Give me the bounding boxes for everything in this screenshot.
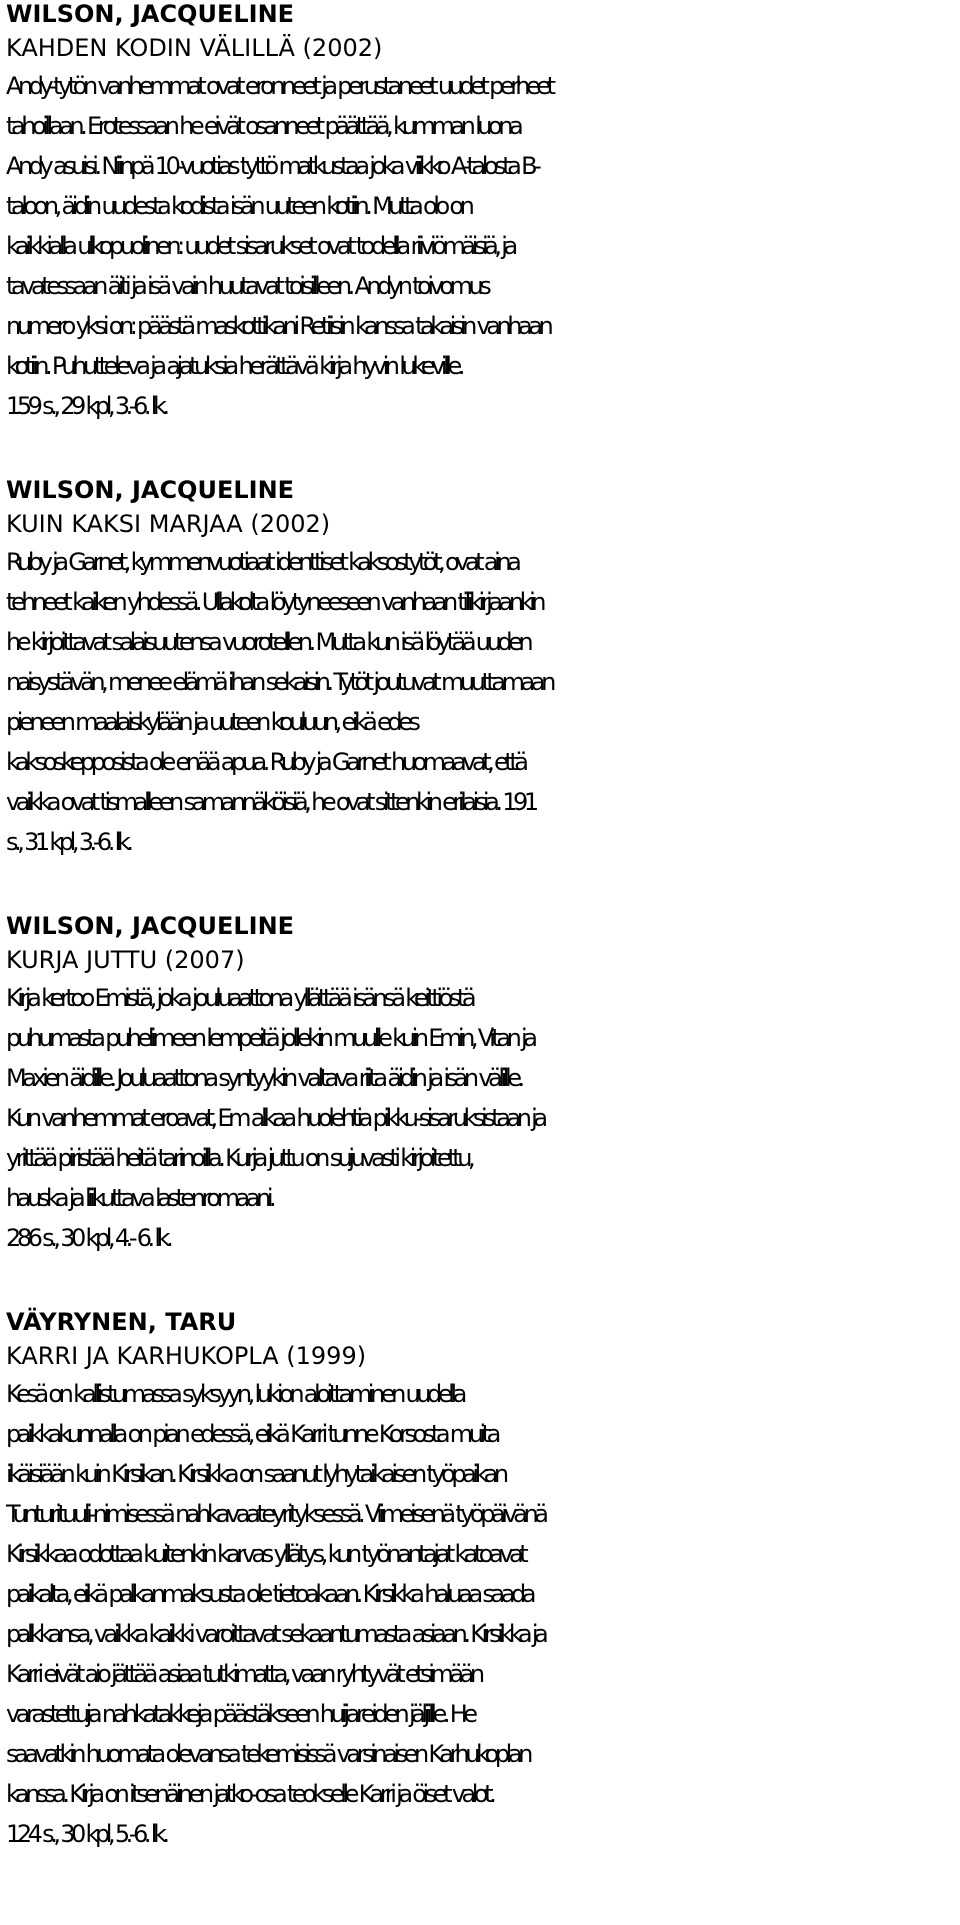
entry-spacer [6, 862, 956, 912]
description-line: Kirja kertoo Emistä, joka jouluaattona yllättää isänsä keittiöstä [6, 984, 473, 1012]
book-entry [6, 1308, 956, 1854]
description-line: Karri eivät aio jättää asiaa tutkimatta, vaan ryhtyvät etsimään [6, 1660, 481, 1688]
description-line: ikäisiään kuin Kirsikan. Kirsikka on saanut lyhytaikaisen työpaikan [6, 1460, 505, 1488]
description-line: Kun vanhemmat eroavat, Em alkaa huolehtia pikku-sisaruksistaan ja [6, 1104, 544, 1132]
description-line: naisystävän, menee elämä ihan sekaisin. Tytöt joutuvat muuttamaan [6, 668, 552, 696]
description-line: he kirjoittavat salaisuutensa vuorotellen. Mutta kun isä löytää uuden [6, 628, 530, 656]
author-name: WILSON, JACQUELINE [6, 476, 295, 504]
description-line: hauska ja liikuttava lastenromaani. [6, 1184, 273, 1212]
book-details: 159 s., 29 kpl, 3.-6. lk. [6, 392, 166, 420]
description-line: paikalta, eikä palkanmaksusta ole tietoakaan. Kirsikka haluaa saada [6, 1580, 532, 1608]
book-title: KAHDEN KODIN VÄLILLÄ (2002) [6, 34, 383, 62]
book-description [6, 66, 956, 426]
description-line: pieneen maalaiskylään ja uuteen kouluun, eikä edes [6, 708, 417, 736]
author-name: VÄYRYNEN, TARU [6, 1308, 237, 1336]
description-line: Andy asuisi. Niinpä 10-vuotias tyttö matkustaa joka viikko A-talosta B- [6, 152, 538, 180]
book-details: 124 s., 30 kpl, 5.-6. lk. [6, 1820, 166, 1848]
description-line: tavatessaan äiti ja isä vain huutavat toisilleen. Andyn toivomus [6, 272, 488, 300]
description-line: numero yksi on: päästä maskottikani Retiisin kanssa takaisin vanhaan [6, 312, 550, 340]
book-description [6, 1374, 956, 1854]
book-entry [6, 912, 956, 1258]
book-list [6, 0, 956, 1854]
description-line: paikkakunnalla on pian edessä, eikä Karri tunne Korsosta muita [6, 1420, 497, 1448]
book-entry [6, 476, 956, 862]
description-line: Ruby ja Garnet, kymmenvuotiaat identtiset kaksostytöt, ovat aina [6, 548, 518, 576]
book-title: KURJA JUTTU (2007) [6, 946, 245, 974]
description-line: palkkansa, vaikka kaikki varoittavat sekaantumasta asiaan. Kirsikka ja [6, 1620, 545, 1648]
description-line: puhumasta puhelimeen lempeitä jollekin muulle kuin Emin, Vitan ja [6, 1024, 534, 1052]
book-details: 286 s., 30 kpl, 4.- 6. lk. [6, 1224, 170, 1252]
entry-spacer [6, 426, 956, 476]
description-line: kaikkialla ulkopuolinen: uudet sisarukset ovat todella riiviömäisiä, ja [6, 232, 514, 260]
description-line: kanssa. Kirja on itsenäinen jatko-osa teokselle Karri ja öiset valot. [6, 1780, 493, 1808]
description-line: vaikka ovat tismalleen samannäköisiä, he ovat sittenkin erilaisia. 191 [6, 788, 535, 816]
book-description [6, 978, 956, 1258]
description-line: Kirsikkaa odottaa kuitenkin karvas yllätys, kun työnantajat katoavat [6, 1540, 525, 1568]
description-line: tehneet kaiken yhdessä. Ullakolta löytyneeseen vanhaan tilikirjaankin [6, 588, 543, 616]
book-title: KARRI JA KARHUKOPLA (1999) [6, 1342, 367, 1370]
description-line: Andy-tytön vanhemmat ovat eronneet ja perustaneet uudet perheet [6, 72, 552, 100]
author-name: WILSON, JACQUELINE [6, 0, 295, 28]
description-line: saavatkin huomata olevansa tekemisissä varsinaisen Karhukoplan [6, 1740, 529, 1768]
description-line: Tunturituuli-nimisessä nahkavaateyrityksessä. Viimeisenä työpäivänä [6, 1500, 545, 1528]
description-line: kaksoskepposista ole enää apua. Ruby ja Garnet huomaavat, että [6, 748, 525, 776]
description-line: taloon, äidin uudesta kodista isän uuteen kotiin. Mutta olo on [6, 192, 471, 220]
description-line: tahoillaan. Erotessaan he eivät osanneet päättää, kumman luona [6, 112, 520, 140]
book-title: KUIN KAKSI MARJAA (2002) [6, 510, 331, 538]
description-line: Maxien äidille. Jouluaattona syntyykin valtava riita äidin ja isän välille. [6, 1064, 521, 1092]
entry-spacer [6, 1258, 956, 1308]
description-line: varastettuja nahkatakkeja päästäkseen huijareiden jäljille. He [6, 1700, 474, 1728]
book-description [6, 542, 956, 862]
description-line: Kesä on kallistumassa syksyyn, lukion aloittaminen uudella [6, 1380, 463, 1408]
book-entry [6, 0, 956, 426]
description-line: yrittää piristää heitä tarinoilla. Kurja juttu on sujuvasti kirjoitettu, [6, 1144, 472, 1172]
description-line: kotiin. Puhutteleva ja ajatuksia herättävä kirja hyvin lukeville. [6, 352, 462, 380]
book-details: s., 31 kpl, 3.-6. lk. [6, 828, 130, 856]
author-name: WILSON, JACQUELINE [6, 912, 295, 940]
